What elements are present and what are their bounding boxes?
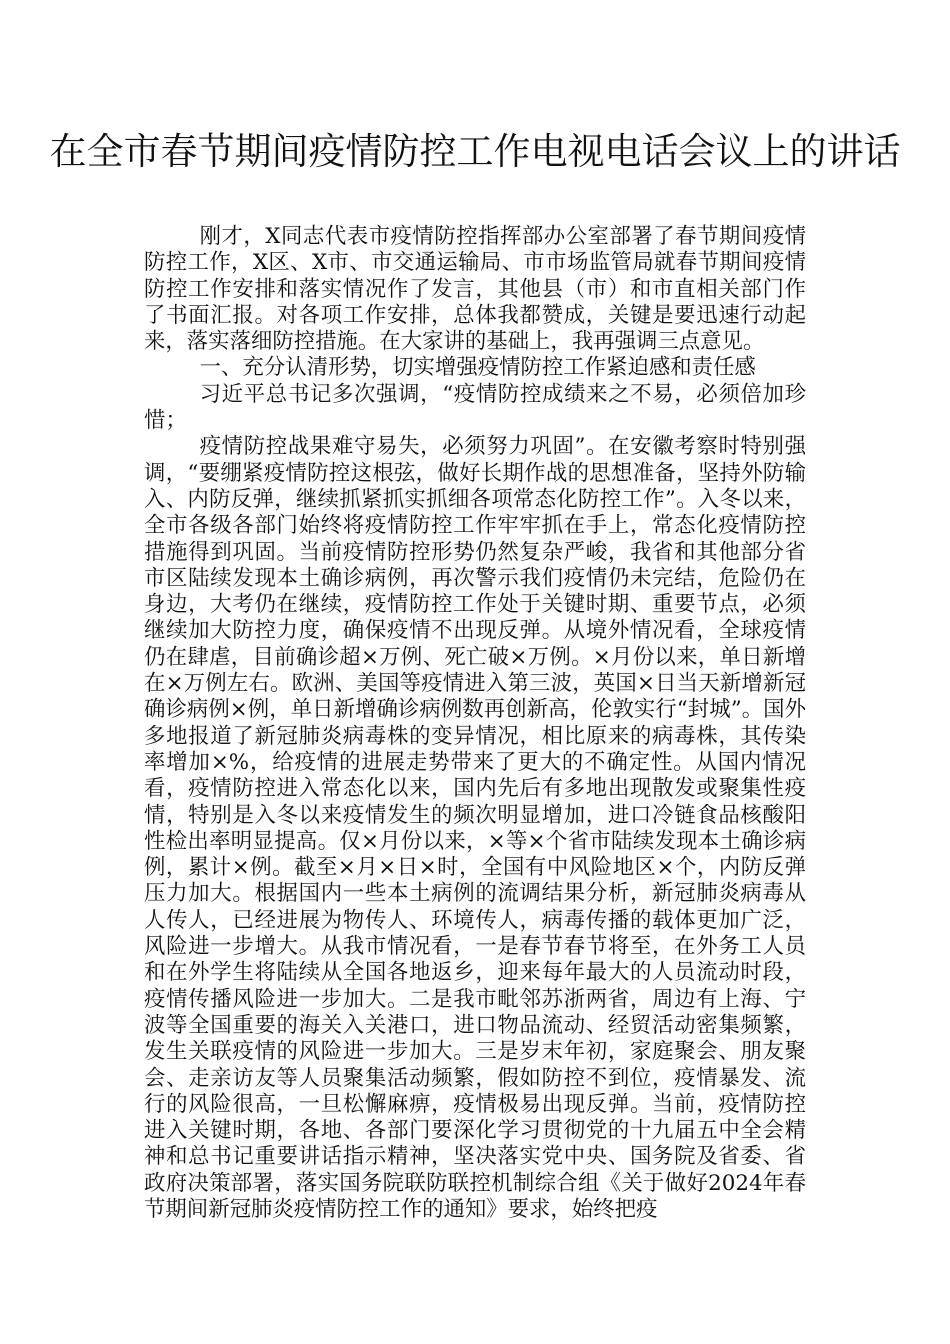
paragraph-situation: 疫情防控战果难守易失，必须努力巩固”。在安徽考察时特别强调，“要绷紧疫情防控这根弦，做好长期作战的思想准备，坚持外防输入、内防反弹，继续抓紧抓实抓细各项常态化防控工作”。入冬以来，全市各级各部门始终将疫情防控工作牢牢抓在手上，常态化疫情防控措施得到巩固。当前疫情防控形势仍然复杂严峻，我省和其他部分省市区陆续发现本土确诊病例，再次警示我们疫情仍未完结，危险仍在身边，大考仍在继续，疫情防控工作处于关键时期、重要节点，必须继续加大防控力度，确保疫情不出现反弹。从境外情况看，全球疫情仍在肆虐，目前确诊超×万例、死亡破×万例。×月份以来，单日新增在×万例左右。欧洲、美国等疫情进入第三波，英国×日当天新增新冠确诊病例×例，单日新增确诊病例数再创新高，伦敦实行“封城”。国外多地报道了新冠肺炎病毒株的变异情况，相比原来的病毒株，其传染率增加×%，给疫情的进展走势带来了更大的不确定性。从国内情况看，疫情防控进入常态化以来，国内先后有多地出现散发或聚集性疫情，特别是入冬以来疫情发生的频次明显增加，进口冷链食品核酸阳性检出率明显提高。仅×月份以来，×等×个省市陆续发现本土确诊病例，累计×例。截至×月×日×时，全国有中风险地区×个，内防反弹压力加大。根据国内一些本土病例的流调结果分析，新冠肺炎病毒从人传人，已经进展为物传人、环境传人，病毒传播的载体更加广泛，风险进一步增大。从我市情况看，一是春节春节将至，在外务工人员和在外学生将陆续从全国各地返乡，迎来每年最大的人员流动时段，疫情传播风险进一步加大。二是我市毗邻苏浙两省，周边有上海、宁波等全国重要的海关入关港口，进口物品流动、经贸活动密集频繁，发生关联疫情的风险进一步加大。三是岁末年初，家庭聚会、朋友聚会、走亲访友等人员聚集活动频繁，假如防控不到位，疫情暴发、流行的风险很高，一旦松懈麻痹，疫情极易出现反弹。当前，疫情防控进入关键时期，各地、各部门要深化学习贯彻党的十九届五中全会精神和总书记重要讲话指示精神，坚决落实党中央、国务院及省委、省政府决策部署，落实国务院联防联控机制综合组《关于做好2024年春节期间新冠肺炎疫情防控工作的通知》要求，始终把疫 <box>144 434 806 1222</box>
document-body <box>144 224 806 1223</box>
paragraph-intro: 刚才，X同志代表市疫情防控指挥部办公室部署了春节期间疫情防控工作，X区、X市、市交通运输局、市市场监管局就春节期间疫情防控工作安排和落实情况作了发言，其他县（市）和市直相关部门作了书面汇报。对各项工作安排，总体我都赞成，关键是要迅速行动起来，落实落细防控措施。在大家讲的基础上，我再强调三点意见。 <box>144 224 806 355</box>
paragraph-quote-start: 习近平总书记多次强调，“疫情防控成绩来之不易，必须倍加珍惜； <box>144 381 806 434</box>
document-title: 在全市春节期间疫情防控工作电视电话会议上的讲话 <box>49 130 901 173</box>
section-heading-1: 一、充分认清形势，切实增强疫情防控工作紧迫感和责任感 <box>199 355 756 381</box>
